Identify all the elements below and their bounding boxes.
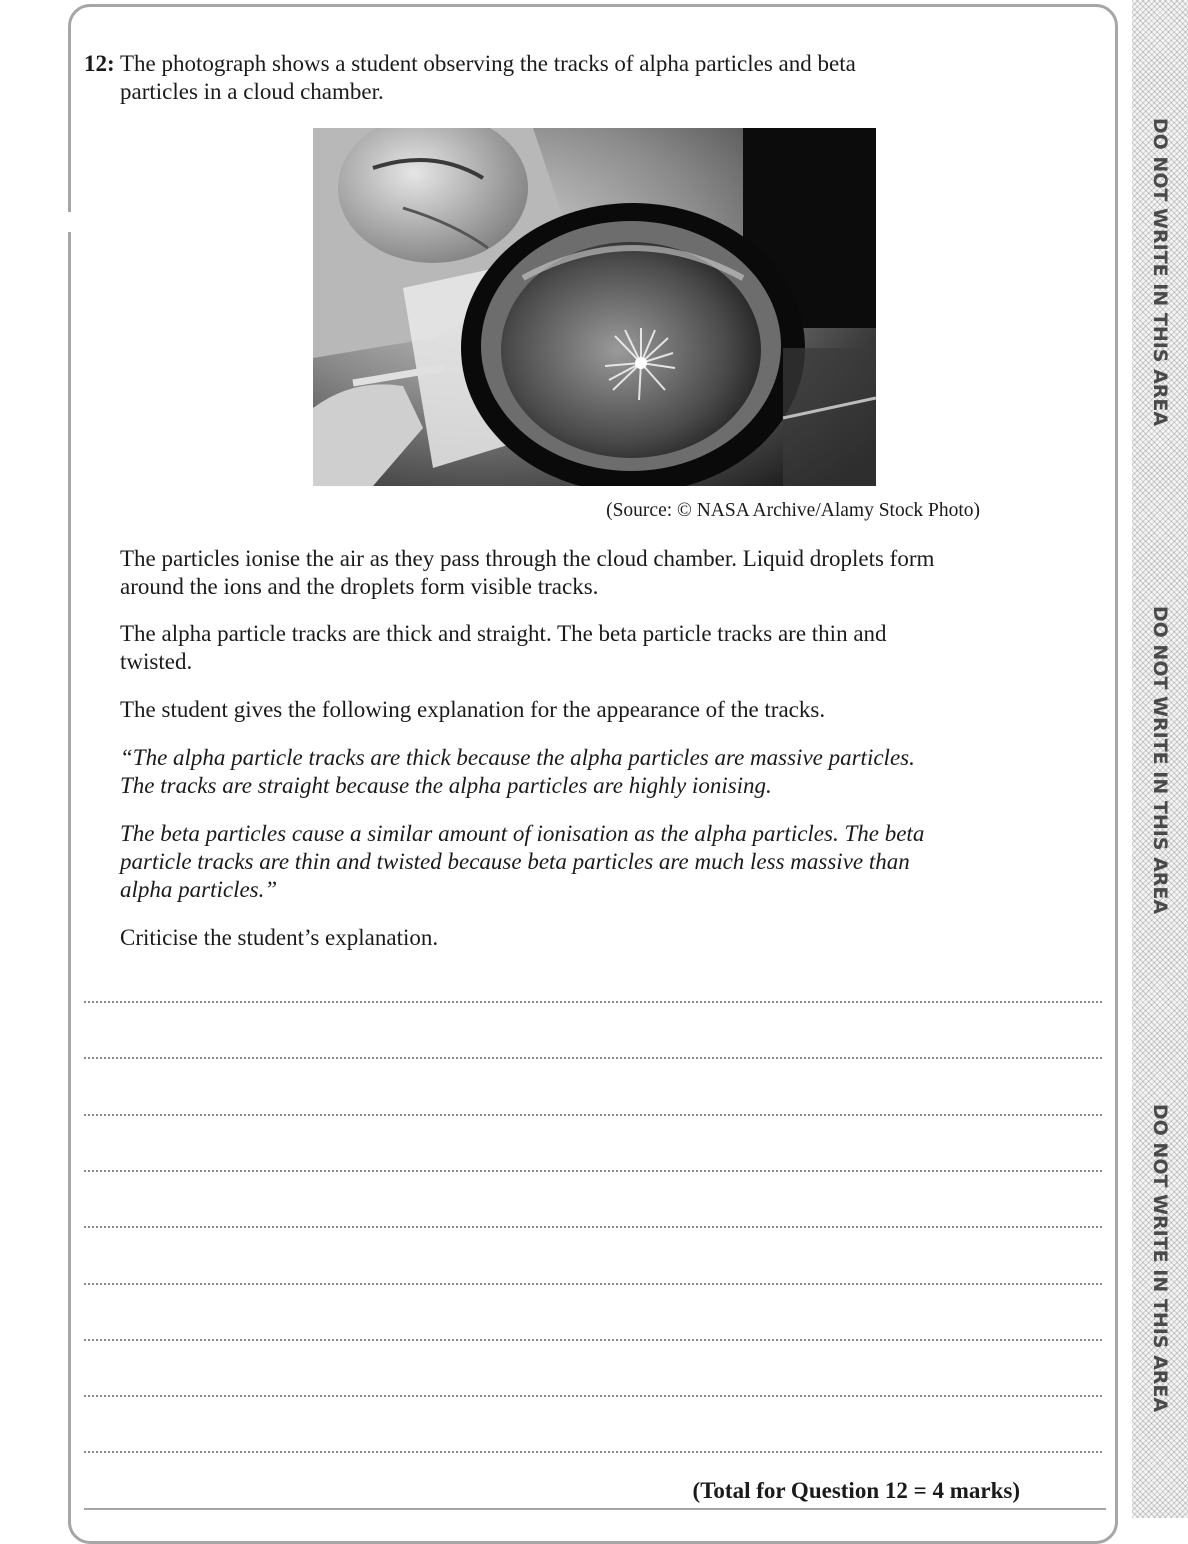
quote-line: “The alpha particle tracks are thick because the alpha particles are massive particles.: [120, 745, 915, 770]
answer-line[interactable]: [84, 1283, 1102, 1285]
answer-line[interactable]: [84, 1226, 1102, 1228]
student-quote-beta: [120, 820, 1000, 904]
margin-warning-label: DO NOT WRITE IN THIS AREA: [1149, 117, 1171, 427]
margin-warning-label: DO NOT WRITE IN THIS AREA: [1149, 1103, 1171, 1413]
answer-line[interactable]: [84, 1451, 1102, 1453]
bottom-rule: [84, 1508, 1106, 1510]
paragraph-line: The alpha particle tracks are thick and straight. The beta particle tracks are thin and: [120, 621, 887, 646]
paragraph-line: around the ions and the droplets form visible tracks.: [120, 574, 599, 599]
answer-line[interactable]: [84, 1057, 1102, 1059]
question-intro-line: The photograph shows a student observing the tracks of alpha particles and beta: [120, 51, 856, 76]
question-intro: [120, 50, 950, 106]
paragraph-line: twisted.: [120, 649, 193, 674]
photo-source: (Source: © NASA Archive/Alamy Stock Photo): [606, 500, 980, 521]
quote-line: The beta particles cause a similar amount of ionisation as the alpha particles. The beta: [120, 821, 925, 846]
question-number: 12:: [84, 51, 115, 76]
paragraph-tracks: [120, 620, 1000, 676]
answer-line[interactable]: [84, 1001, 1102, 1003]
paragraph-explanation-intro: The student gives the following explanation for the appearance of the tracks.: [120, 697, 826, 722]
answer-line[interactable]: [84, 1339, 1102, 1341]
quote-line: The tracks are straight because the alpha particles are highly ionising.: [120, 773, 772, 798]
margin-warning-label: DO NOT WRITE IN THIS AREA: [1149, 605, 1171, 915]
question-intro-line: particles in a cloud chamber.: [120, 79, 384, 104]
question-total-marks: (Total for Question 12 = 4 marks): [692, 1478, 1020, 1503]
student-quote-alpha: [120, 744, 1000, 800]
quote-line: alpha particles.”: [120, 877, 278, 902]
question-instruction: Criticise the student’s explanation.: [120, 925, 439, 950]
frame-notch: [64, 212, 76, 232]
answer-line[interactable]: [84, 1114, 1102, 1116]
paragraph-ionisation: [120, 545, 1000, 601]
quote-line: particle tracks are thin and twisted because beta particles are much less massive than: [120, 849, 910, 874]
paragraph-line: The particles ionise the air as they pass through the cloud chamber. Liquid droplets form: [120, 546, 935, 571]
answer-line[interactable]: [84, 1395, 1102, 1397]
cloud-chamber-photo-icon: [313, 128, 876, 486]
answer-line[interactable]: [84, 1170, 1102, 1172]
